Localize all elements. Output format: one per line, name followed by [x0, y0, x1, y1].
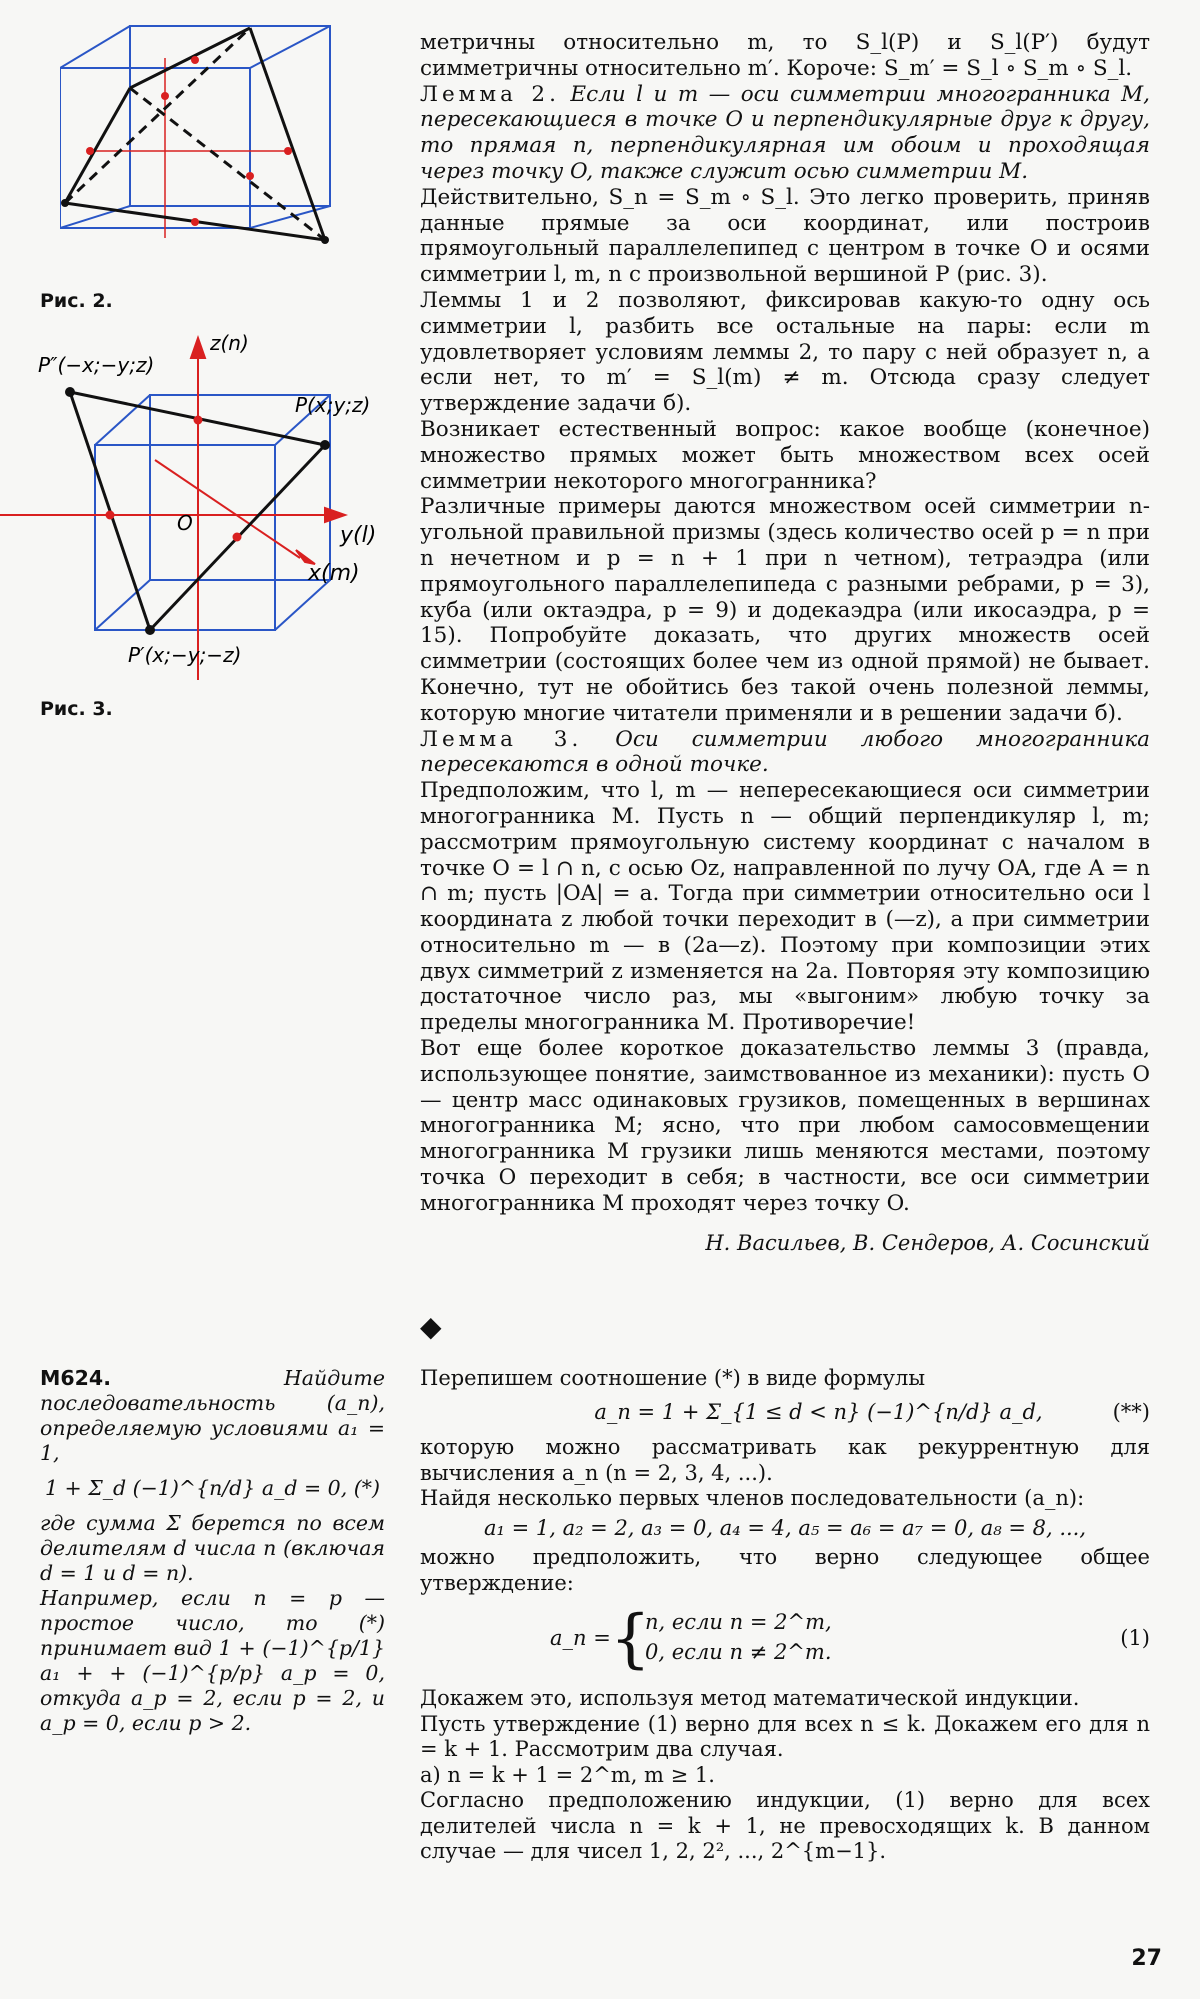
- x-axis-label: x(m): [308, 561, 360, 586]
- paragraph: Предположим, что l, m — непересекающиеся оси симметрии многогранника M. Пусть n — общий перпендикуляр l, m; рассмотрим прямоугольную систему координат с началом в точке O = l ∩ n, с осью Oz, направленной по лучу OA, где A = n ∩ m; пусть |OA| = a. Тогда при симметрии относительно оси l координата z любой точки переходит в (—z), а при симметрии относительно m — в (2a—z). Поэтому при композиции этих двух симметрий z изменяется на 2a. Повторяя эту композицию достаточное число раз, мы «выгоним» любую точку за пределы многогранника M. Противоречие!: [420, 778, 1150, 1036]
- point-p2-label: P″(−x;−y;z): [38, 353, 155, 377]
- problem-text: Например, если n = p — простое число, то (*) принимает вид 1 + (−1)^{p/1} a₁ + + (−1)^{p/p} a_p = 0, откуда a_p = 2, если p = 2, и a_p = 0, если p > 2.: [40, 1586, 385, 1735]
- figure-3-caption: Рис. 3.: [40, 698, 113, 720]
- figure-3-parallelepiped: [0, 320, 400, 680]
- paragraph: Действительно, S_n = S_m ∘ S_l. Это легко проверить, приняв данные прямые за оси координат, или построив прямоугольный параллелепипед с центром в точке O и осями симметрии l, m, n с произвольной вершиной P (рис. 3).: [420, 184, 1150, 288]
- z-axis-label: z(n): [210, 331, 249, 355]
- page-number: 27: [1131, 1946, 1162, 1971]
- lemma-3: [420, 727, 1150, 779]
- midpoint-dot: [191, 56, 199, 64]
- midpoint-dot: [161, 92, 169, 100]
- paragraph: Леммы 1 и 2 позволяют, фиксировав какую-то одну ось симметрии l, разбить все остальные на пары: если m удовлетворяет условиям леммы 2, то пару с ней образует n, а если нет, то m′ = S_l(m) ≠ m. Отсюда сразу следует утверждение задачи б).: [420, 287, 1150, 417]
- midpoint-dot: [191, 218, 199, 226]
- lemma-heading: Лемма 2.: [420, 81, 560, 107]
- solution-text: Найдя несколько первых членов последовательности (a_n):: [420, 1486, 1085, 1510]
- recurrence-formula: a_n = 1 + Σ_{1 ≤ d < n} (−1)^{n/d} a_d,: [594, 1399, 1043, 1424]
- paragraph: Различные примеры даются множеством осей симметрии n-угольной правильной призмы (здесь количество осей p = n при n нечетном и p = n + 1 при n четном), тетраэдра (или прямоугольного параллелепипеда с разными ребрами, p = 3), куба (или октаэдра, p = 9) и додекаэдра (или икосаэдра, p = 15). Попробуйте доказать, что других множеств осей симметрии (состоящих более чем из одной прямой) не бывает. Конечно, тут не обойтись без такой очень полезной леммы, которую многие читатели применяли и в решении задачи б).: [420, 494, 1150, 726]
- solution-text: Докажем это, используя метод математической индукции.: [420, 1686, 1080, 1710]
- first-terms: a₁ = 1, a₂ = 2, a₃ = 0, a₄ = 4, a₅ = a₆ = a₇ = 0, a₈ = 8, ...,: [483, 1515, 1087, 1540]
- cube-back-face: [130, 26, 330, 206]
- paragraph: Возникает естественный вопрос: какое вообще (конечное) множество прямых может быть множеством всех осей симметрии некоторого многогранника?: [420, 416, 1150, 494]
- solution-text: а) n = k + 1 = 2^m, m ≥ 1.: [420, 1762, 715, 1787]
- midpoint-dot: [284, 147, 292, 155]
- solution-text: можно предположить, что верно следующее общее утверждение:: [420, 1545, 1150, 1595]
- figure-2-caption: Рис. 2.: [40, 290, 113, 312]
- separator-diamond-icon: ◆: [420, 1310, 442, 1343]
- solution-text: Пусть утверждение (1) верно для всех n ≤ k. Докажем его для n = k + 1. Рассмотрим два случая.: [420, 1711, 1150, 1761]
- formula-tag: (1): [1120, 1626, 1150, 1650]
- lemma-statement: Если l и m — оси симметрии многогранника M, пересекающиеся в точке O и перпендикулярные друг к другу, то прямая n, перпендикулярная им обоим и проходящая через точку O, также служит осью симметрии M.: [420, 81, 1150, 184]
- formula-row: [420, 1400, 1150, 1426]
- brace-icon: {: [610, 1602, 651, 1676]
- point-p1-label: P′(x;−y;−z): [128, 643, 242, 667]
- authors: Н. Васильев, В. Сендеров, А. Сосинский: [705, 1230, 1150, 1255]
- problem-formula: 1 + Σ_d (−1)^{n/d} a_d = 0, (*): [45, 1476, 380, 1500]
- formula-tag: (**): [1112, 1399, 1150, 1424]
- midpoint-dot: [86, 147, 94, 155]
- article-text: [420, 30, 1150, 1256]
- case-2: 0, если n ≠ 2^m.: [645, 1640, 832, 1664]
- case-formula: [420, 1604, 1150, 1678]
- case-left: a_n =: [550, 1626, 611, 1650]
- problem-m624: [40, 1366, 385, 1736]
- problem-number: М624.: [40, 1366, 111, 1390]
- origin-label: O: [177, 511, 193, 535]
- midpoint-dot: [246, 172, 254, 180]
- problem-text: Найдите последовательность (a_n), определяемую условиями a₁ = 1,: [40, 1366, 385, 1465]
- problem-text: где сумма Σ берется по всем делителям d числа n (включая d = 1 и d = n).: [40, 1511, 385, 1585]
- paragraph: метричны относительно m, то S_l(P) и S_l(P′) будут симметричны относительно m′. Короче: S_m′ = S_l ∘ S_m ∘ S_l.: [420, 30, 1150, 81]
- y-axis-label: y(l): [340, 523, 377, 548]
- vertex-dot: [61, 199, 69, 207]
- figure-2-cube: [60, 18, 350, 273]
- solution-text: Согласно предположению индукции, (1) верно для всех делителей числа n = k + 1, не превосходящих k. В данном случае — для чисел 1, 2, 2², ..., 2^{m−1}.: [420, 1788, 1150, 1863]
- solution-text: Перепишем соотношение (*) в виде формулы: [420, 1366, 926, 1390]
- x-axis: [155, 460, 300, 558]
- lemma-2: [420, 82, 1150, 185]
- case-1: n, если n = 2^m,: [645, 1610, 832, 1634]
- point-p-label: P(x;y;z): [295, 393, 371, 417]
- solution: [420, 1366, 1150, 1865]
- vertex-dot: [321, 236, 329, 244]
- lemma-statement: Оси симметрии любого многогранника пересекаются в одной точке.: [420, 726, 1150, 778]
- solution-text: которую можно рассматривать как рекуррентную для вычисления a_n (n = 2, 3, 4, ...).: [420, 1435, 1150, 1485]
- paragraph: Вот еще более короткое доказательство леммы 3 (правда, использующее понятие, заимствованное из механики): пусть O — центр масс одинаковых грузиков, помещенных в вершинах многогранника M; ясно, что при любом самосовмещении многогранника M грузики лишь меняются местами, поэтому точка O переходит в себя; в частности, все оси симметрии многогранника M проходят через точку O.: [420, 1036, 1150, 1216]
- lemma-heading: Лемма 3.: [420, 726, 583, 752]
